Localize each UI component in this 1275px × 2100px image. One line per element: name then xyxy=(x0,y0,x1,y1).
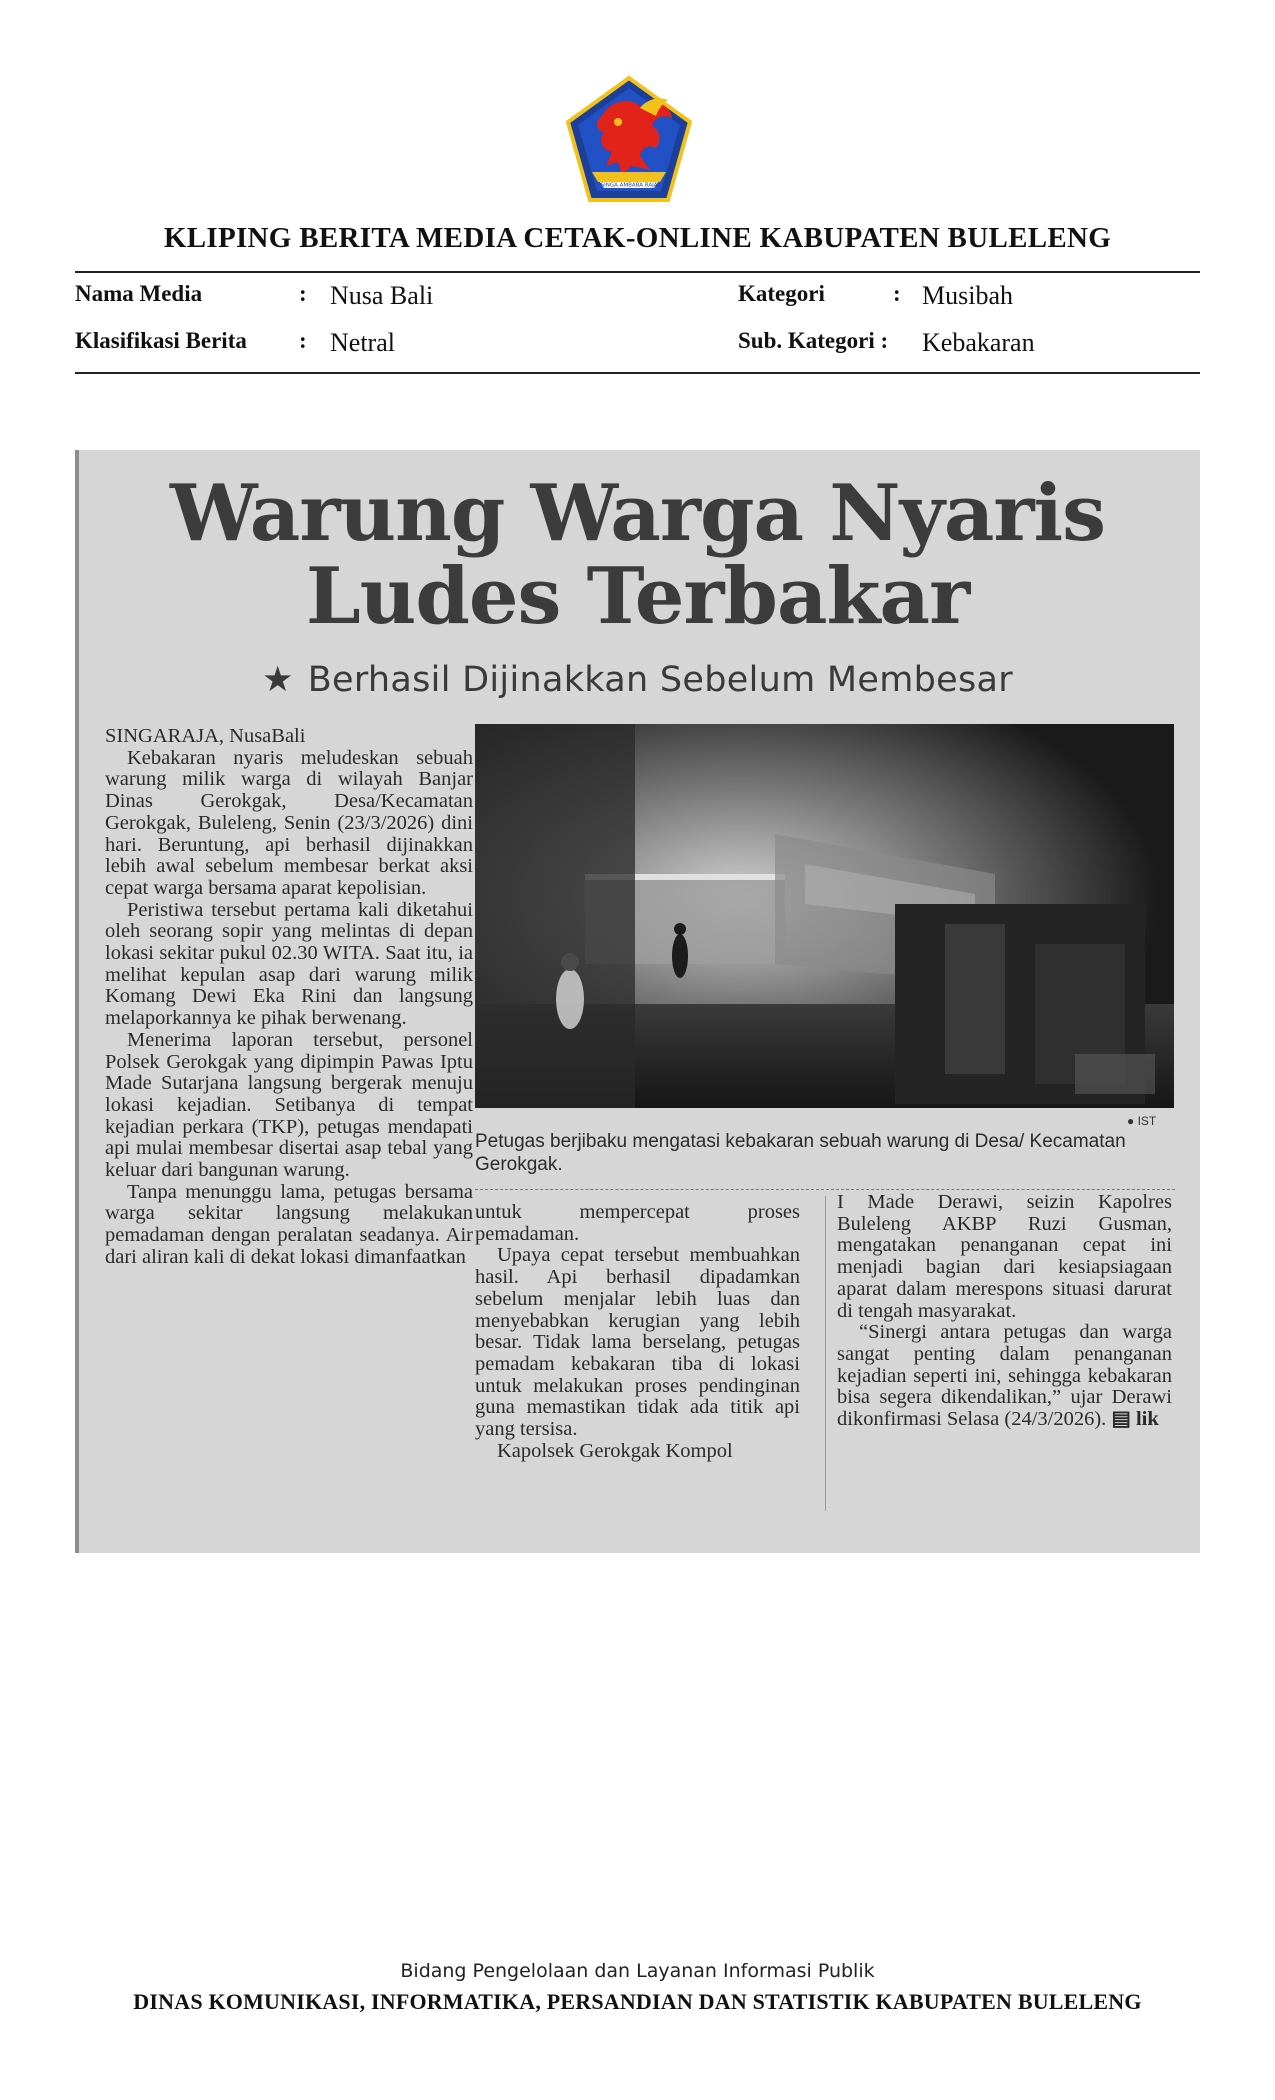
header-bottom-rule xyxy=(75,372,1200,374)
article-paragraph: Tanpa menunggu lama, petugas bersama warga sekitar langsung melakukan pemadaman dengan peralatan seadanya. Air dari aliran kali di dekat lokasi dimanfaatkan xyxy=(105,1180,473,1268)
article-column-2 xyxy=(475,1202,800,1462)
media-name-colon: : xyxy=(299,281,307,306)
article-column-3 xyxy=(837,1192,1172,1431)
article-paragraph: Kebakaran nyaris meludeskan sebuah warung milik warga di wilayah Banjar Dinas Gerokgak, Desa/Kecamatan Gerokgak, Buleleng, Senin (23/3/2026) dini hari. Beruntung, api berhasil dijinakkan lebih awal sebelum membesar berkat aksi cepat warga bersama aparat kepolisian. xyxy=(105,746,473,899)
article-photo xyxy=(475,724,1174,1108)
star-icon: ★ xyxy=(262,660,294,700)
caption-divider xyxy=(475,1189,1175,1190)
article-dateline: SINGARAJA, NusaBali xyxy=(105,725,306,747)
article-paragraph: Menerima laporan tersebut, personel Polsek Gerokgak yang dipimpin Pawas Iptu Made Sutarjana langsung bergerak menuju lokasi kejadian. Setibanya di tempat kejadian perkara (TKP), petugas mendapati api mulai membesar disertai asap tebal yang keluar dari bangunan warung. xyxy=(105,1028,473,1182)
category-label: Kategori xyxy=(738,281,825,306)
article-paragraph xyxy=(837,1322,1172,1431)
subheadline-text: Berhasil Dijinakkan Sebelum Membesar xyxy=(307,660,1013,700)
classification-value: Netral xyxy=(330,328,395,357)
footer-agency-name: DINAS KOMUNIKASI, INFORMATIKA, PERSANDIAN DAN STATISTIK KABUPATEN BULELENG xyxy=(133,1989,1142,2014)
photo-caption: Petugas berjibaku mengatasi kebakaran sebuah warung di Desa/ Kecamatan Gerokgak. xyxy=(475,1131,1126,1175)
footer-unit-name: Bidang Pengelolaan dan Layanan Informasi Publik xyxy=(400,1960,875,1982)
classification-label: Klasifikasi Berita xyxy=(75,328,247,353)
author-signoff: lik xyxy=(1135,1408,1159,1431)
newspaper-clipping xyxy=(75,450,1200,1553)
article-column-1 xyxy=(105,726,473,1269)
header-top-rule xyxy=(75,271,1200,273)
article-paragraph: Peristiwa tersebut pertama kali diketahui oleh seorang sopir yang melintas di depan lokasi sekitar pukul 02.30 WITA. Saat itu, ia melihat kepulan asap dari warung milik Komang Dewi Eka Rini dan langsung melaporkannya ke pihak berwenang. xyxy=(105,898,473,1030)
media-name-label: Nama Media xyxy=(75,281,203,306)
subcategory-value: Kebakaran xyxy=(922,328,1035,357)
classification-colon: : xyxy=(299,328,307,353)
document-title: KLIPING BERITA MEDIA CETAK-ONLINE KABUPATEN BULELENG xyxy=(163,222,1112,254)
article-paragraph: Kapolsek Gerokgak Kompol xyxy=(497,1439,733,1462)
article-headline-line2: Ludes Terbakar xyxy=(305,551,970,642)
subcategory-label: Sub. Kategori : xyxy=(738,328,889,353)
category-colon: : xyxy=(893,281,901,306)
newspaper-icon: ▤ xyxy=(1111,1408,1131,1431)
article-paragraph: I Made Derawi, seizin Kapolres Buleleng AKBP Ruzi Gusman, mengatakan penanganan cepat ini menjadi bagian dari kesiapsiagaan aparat dalam merespons situasi darurat di tengah masyarakat. xyxy=(837,1191,1172,1322)
closing-quote-text: “Sinergi antara petugas dan warga sangat penting dalam penanganan kejadian seperti ini, sehingga kebakaran bisa segera dikendalikan,” ujar Derawi dikonfirmasi Selasa (24/3/2026). xyxy=(837,1321,1172,1431)
article-headline-line1: Warung Warga Nyaris xyxy=(169,468,1106,559)
article-paragraph: Upaya cepat tersebut membuahkan hasil. Api berhasil dipadamkan sebelum menjalar lebih luas dan menyebabkan kerugian yang lebih besar. Tidak lama berselang, petugas pemadam kebakaran tiba di lokasi untuk melakukan proses pendinginan guna memastikan tidak ada titik api yang tersisa. xyxy=(475,1244,800,1441)
article-paragraph: untuk mempercepat proses pemadaman. xyxy=(475,1201,800,1245)
logo-motto: SINGA AMBARA RAJA xyxy=(600,182,658,189)
category-value: Musibah xyxy=(922,281,1013,310)
media-name-value: Nusa Bali xyxy=(330,281,434,310)
regency-crest-logo xyxy=(562,74,696,204)
article-subheadline xyxy=(75,660,1200,700)
column-divider xyxy=(825,1196,826,1511)
photo-credit: ● IST xyxy=(1127,1114,1157,1128)
